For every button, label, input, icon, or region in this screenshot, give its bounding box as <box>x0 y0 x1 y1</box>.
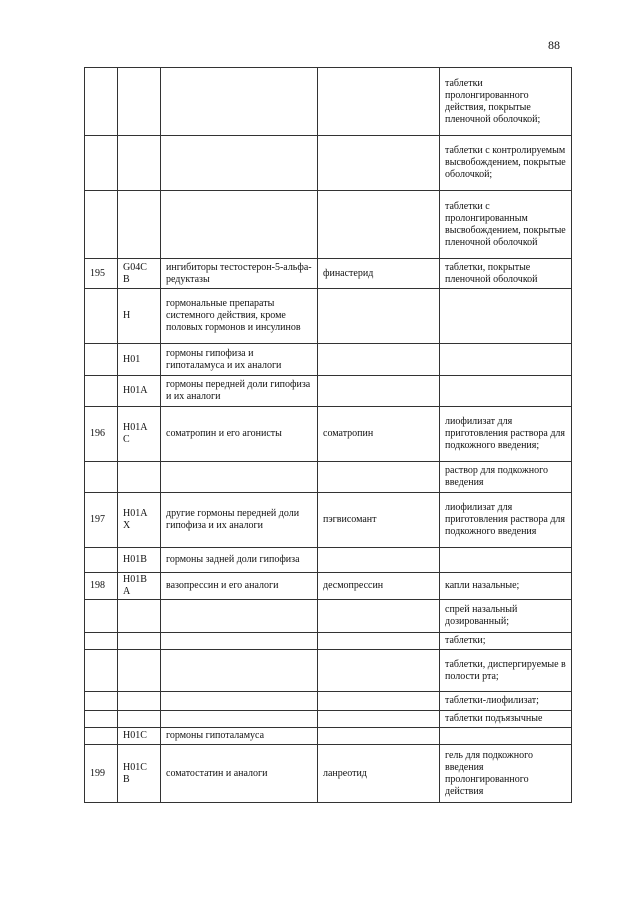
table-row <box>85 289 572 344</box>
row-number-cell <box>85 376 118 407</box>
dosage-form-cell: таблетки-лиофилизат; <box>440 692 572 711</box>
drug-name-cell <box>318 650 440 692</box>
drug-name-cell <box>318 711 440 728</box>
table-row <box>85 259 572 289</box>
table-row <box>85 573 572 600</box>
drug-name-cell: соматропин <box>318 407 440 462</box>
dosage-form-cell: таблетки, покрытые пленочной оболочкой <box>440 259 572 289</box>
row-number-cell: 196 <box>85 407 118 462</box>
atc-code-cell <box>118 650 161 692</box>
row-number-cell <box>85 136 118 191</box>
dosage-form-cell <box>440 344 572 376</box>
table-row <box>85 633 572 650</box>
row-number-cell: 195 <box>85 259 118 289</box>
atc-code-cell <box>118 191 161 259</box>
dosage-form-cell <box>440 289 572 344</box>
anatomical-group-cell <box>161 462 318 493</box>
row-number-cell <box>85 344 118 376</box>
anatomical-group-cell: гормоны передней доли гипофиза и их аналоги <box>161 376 318 407</box>
dosage-form-cell: лиофилизат для приготовления раствора для подкожного введения; <box>440 407 572 462</box>
drug-name-cell: ланреотид <box>318 745 440 803</box>
dosage-form-cell: лиофилизат для приготовления раствора для подкожного введения <box>440 493 572 548</box>
anatomical-group-cell <box>161 136 318 191</box>
table-row <box>85 650 572 692</box>
drug-name-cell: десмопрессин <box>318 573 440 600</box>
row-number-cell: 197 <box>85 493 118 548</box>
drug-name-cell <box>318 136 440 191</box>
row-number-cell <box>85 711 118 728</box>
anatomical-group-cell <box>161 692 318 711</box>
table-row <box>85 376 572 407</box>
anatomical-group-cell <box>161 600 318 633</box>
anatomical-group-cell: соматропин и его агонисты <box>161 407 318 462</box>
drug-name-cell: пэгвисомант <box>318 493 440 548</box>
atc-code-cell <box>118 633 161 650</box>
anatomical-group-cell: вазопрессин и его аналоги <box>161 573 318 600</box>
anatomical-group-cell <box>161 633 318 650</box>
table-row <box>85 600 572 633</box>
atc-code-cell: H01B А <box>118 573 161 600</box>
drug-name-cell <box>318 289 440 344</box>
atc-code-cell: H <box>118 289 161 344</box>
table-row <box>85 711 572 728</box>
drug-name-cell <box>318 462 440 493</box>
drug-name-cell <box>318 548 440 573</box>
drug-name-cell <box>318 633 440 650</box>
row-number-cell: 198 <box>85 573 118 600</box>
row-number-cell <box>85 191 118 259</box>
dosage-form-cell: таблетки; <box>440 633 572 650</box>
anatomical-group-cell <box>161 68 318 136</box>
row-number-cell <box>85 462 118 493</box>
anatomical-group-cell <box>161 191 318 259</box>
table-row <box>85 493 572 548</box>
row-number-cell <box>85 600 118 633</box>
atc-code-cell: H01C <box>118 728 161 745</box>
dosage-form-cell: таблетки с пролонгированным высвобождением, покрытые пленочной оболочкой <box>440 191 572 259</box>
anatomical-group-cell: гормоны задней доли гипофиза <box>161 548 318 573</box>
row-number-cell <box>85 548 118 573</box>
table-row <box>85 191 572 259</box>
anatomical-group-cell: другие гормоны передней доли гипофиза и их аналоги <box>161 493 318 548</box>
drug-name-cell: финастерид <box>318 259 440 289</box>
dosage-form-cell: капли назальные; <box>440 573 572 600</box>
page-number: 88 <box>548 38 560 52</box>
table-row <box>85 407 572 462</box>
table-row <box>85 462 572 493</box>
drug-name-cell <box>318 68 440 136</box>
anatomical-group-cell: гормоны гипоталамуса <box>161 728 318 745</box>
atc-code-cell: H01B <box>118 548 161 573</box>
drug-name-cell <box>318 191 440 259</box>
drug-name-cell <box>318 692 440 711</box>
atc-code-cell: H01A <box>118 376 161 407</box>
atc-code-cell <box>118 692 161 711</box>
dosage-form-cell: таблетки пролонгированного действия, покрытые пленочной оболочкой; <box>440 68 572 136</box>
drug-name-cell <box>318 600 440 633</box>
anatomical-group-cell: гормоны гипофиза и гипоталамуса и их аналоги <box>161 344 318 376</box>
dosage-form-cell: таблетки, диспергируемые в полости рта; <box>440 650 572 692</box>
table-row <box>85 68 572 136</box>
anatomical-group-cell <box>161 650 318 692</box>
dosage-form-cell <box>440 376 572 407</box>
drug-name-cell <box>318 344 440 376</box>
atc-code-cell: G04C В <box>118 259 161 289</box>
anatomical-group-cell <box>161 711 318 728</box>
dosage-form-cell <box>440 728 572 745</box>
dosage-form-cell: гель для подкожного введения пролонгированного действия <box>440 745 572 803</box>
dosage-form-cell <box>440 548 572 573</box>
drug-name-cell <box>318 728 440 745</box>
row-number-cell <box>85 68 118 136</box>
dosage-form-cell: таблетки с контролируемым высвобождением, покрытые оболочкой; <box>440 136 572 191</box>
table-row <box>85 728 572 745</box>
table-row <box>85 548 572 573</box>
atc-code-cell <box>118 462 161 493</box>
anatomical-group-cell: соматостатин и аналоги <box>161 745 318 803</box>
row-number-cell <box>85 633 118 650</box>
row-number-cell <box>85 728 118 745</box>
table-row <box>85 136 572 191</box>
dosage-form-cell: спрей назальный дозированный; <box>440 600 572 633</box>
atc-code-cell <box>118 600 161 633</box>
row-number-cell <box>85 692 118 711</box>
atc-code-cell: H01A С <box>118 407 161 462</box>
dosage-form-cell: таблетки подъязычные <box>440 711 572 728</box>
row-number-cell <box>85 650 118 692</box>
drug-table <box>84 67 572 803</box>
table-row <box>85 344 572 376</box>
anatomical-group-cell: гормональные препараты системного действия, кроме половых гормонов и инсулинов <box>161 289 318 344</box>
atc-code-cell <box>118 136 161 191</box>
atc-code-cell <box>118 68 161 136</box>
row-number-cell <box>85 289 118 344</box>
atc-code-cell <box>118 711 161 728</box>
anatomical-group-cell: ингибиторы тестостерон-5-альфа-редуктазы <box>161 259 318 289</box>
row-number-cell: 199 <box>85 745 118 803</box>
atc-code-cell: H01 <box>118 344 161 376</box>
atc-code-cell: H01C В <box>118 745 161 803</box>
table-row <box>85 692 572 711</box>
dosage-form-cell: раствор для подкожного введения <box>440 462 572 493</box>
table-row <box>85 745 572 803</box>
table-body <box>85 68 572 803</box>
drug-name-cell <box>318 376 440 407</box>
atc-code-cell: H01A X <box>118 493 161 548</box>
